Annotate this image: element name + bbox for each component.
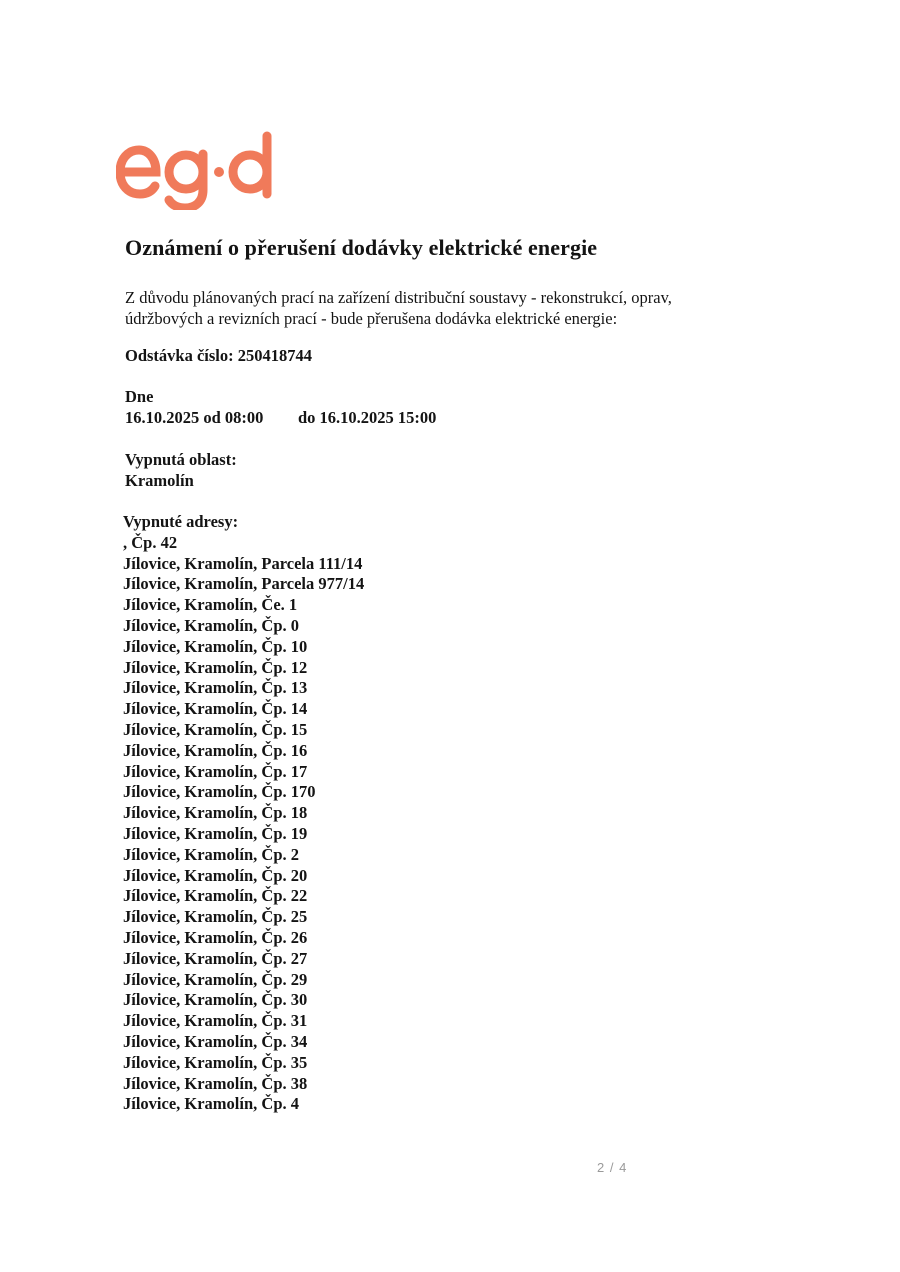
address-item: Jílovice, Kramolín, Čp. 19 — [123, 823, 308, 843]
address-item: Jílovice, Kramolín, Čp. 13 — [123, 678, 308, 698]
address-item: Jílovice, Kramolín, Čp. 16 — [123, 740, 308, 760]
area-label: Vypnutá oblast: — [125, 450, 237, 469]
address-item: Jílovice, Kramolín, Čp. 170 — [123, 782, 316, 802]
egd-logo — [116, 128, 276, 210]
address-item: Jílovice, Kramolín, Čp. 38 — [123, 1073, 308, 1093]
addresses-label: Vypnuté adresy: — [123, 512, 239, 531]
logo-dot — [214, 167, 224, 177]
logo-letter-g-bowl — [169, 155, 203, 189]
intro-line-2: údržbových a revizních prací - bude přerušena dodávka elektrické energie: — [125, 309, 618, 328]
address-item: Jílovice, Kramolín, Čp. 25 — [123, 907, 308, 927]
address-section — [123, 512, 364, 1115]
area-value: Kramolín — [125, 471, 194, 490]
address-item: Jílovice, Kramolín, Parcela 111/14 — [123, 553, 363, 573]
page-title: Oznámení o přerušení dodávky elektrické energie — [125, 235, 598, 260]
address-item: Jílovice, Kramolín, Čp. 30 — [123, 990, 308, 1010]
logo-letter-d-bowl — [233, 155, 267, 189]
intro-line-1: Z důvodu plánovaných prací na zařízení distribuční soustavy - rekonstrukcí, oprav, — [125, 288, 672, 307]
address-item: Jílovice, Kramolín, Čp. 15 — [123, 719, 308, 739]
address-list — [123, 533, 364, 1115]
address-item: Jílovice, Kramolín, Čp. 10 — [123, 636, 308, 656]
address-item: Jílovice, Kramolín, Čp. 20 — [123, 865, 308, 885]
logo-letter-e — [120, 150, 156, 194]
address-item: Jílovice, Kramolín, Parcela 977/14 — [123, 574, 365, 594]
address-item: Jílovice, Kramolín, Čp. 18 — [123, 803, 308, 823]
address-item: Jílovice, Kramolín, Čp. 31 — [123, 1011, 308, 1031]
address-item: Jílovice, Kramolín, Čp. 12 — [123, 657, 308, 677]
address-item: Jílovice, Kramolín, Čp. 4 — [123, 1094, 299, 1114]
address-item: Jílovice, Kramolín, Čp. 2 — [123, 844, 299, 864]
intro-text — [125, 287, 725, 329]
address-item: Jílovice, Kramolín, Čp. 17 — [123, 761, 308, 781]
address-item: Jílovice, Kramolín, Čp. 35 — [123, 1052, 308, 1072]
address-item: Jílovice, Kramolín, Čp. 14 — [123, 699, 308, 719]
page-indicator: 2 / 4 — [597, 1160, 628, 1175]
egd-logo-graphic — [116, 128, 276, 210]
address-item: Jílovice, Kramolín, Če. 1 — [123, 595, 298, 615]
date-from: 16.10.2025 od 08:00 — [125, 408, 264, 427]
date-label: Dne — [125, 387, 154, 406]
address-item: Jílovice, Kramolín, Čp. 29 — [123, 969, 308, 989]
address-item: Jílovice, Kramolín, Čp. 22 — [123, 886, 308, 906]
address-item: , Čp. 42 — [123, 532, 178, 552]
address-item: Jílovice, Kramolín, Čp. 27 — [123, 948, 308, 968]
address-item: Jílovice, Kramolín, Čp. 0 — [123, 615, 299, 635]
date-to: do 16.10.2025 15:00 — [298, 408, 437, 427]
address-item: Jílovice, Kramolín, Čp. 26 — [123, 927, 308, 947]
outage-number: Odstávka číslo: 250418744 — [125, 346, 313, 365]
address-item: Jílovice, Kramolín, Čp. 34 — [123, 1031, 308, 1051]
